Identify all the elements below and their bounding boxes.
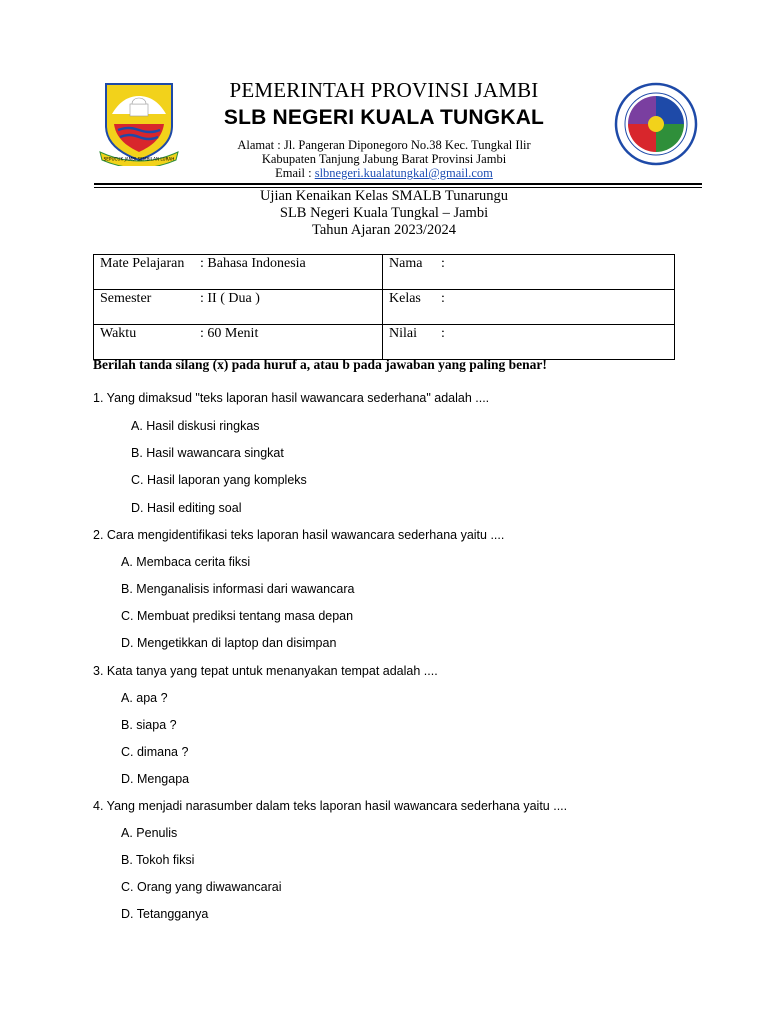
option-3b[interactable]: B. siapa ? — [121, 718, 177, 732]
instruction-text: Berilah tanda silang (x) pada huruf a, atau b pada jawaban yang paling benar! — [93, 357, 547, 372]
semester-cell — [94, 290, 383, 325]
option-3a[interactable]: A. apa ? — [121, 691, 168, 705]
option-3d[interactable]: D. Mengapa — [121, 772, 190, 786]
question-4: 4. Yang menjadi narasumber dalam teks laporan hasil wawancara sederhana yaitu .... — [93, 799, 568, 813]
name-label: Nama — [389, 256, 423, 271]
option-2a[interactable]: A. Membaca cerita fiksi — [121, 555, 251, 569]
semester-label: Semester — [100, 291, 152, 306]
school-name: SLB NEGERI KUALA TUNGKAL — [223, 106, 545, 129]
option-1b[interactable]: B. Hasil wawancara singkat — [131, 446, 284, 460]
name-colon: : — [441, 256, 445, 271]
class-colon: : — [441, 291, 445, 306]
option-2d[interactable]: D. Mengetikkan di laptop dan disimpan — [121, 636, 337, 650]
time-value: : 60 Menit — [200, 326, 259, 341]
score-cell[interactable] — [383, 325, 675, 360]
letterhead-divider — [94, 183, 702, 185]
email-label: Email : — [275, 166, 315, 180]
class-cell[interactable] — [383, 290, 675, 325]
student-info-table — [93, 254, 675, 360]
score-colon: : — [441, 326, 445, 341]
government-title: PEMERINTAH PROVINSI JAMBI — [229, 78, 539, 102]
subject-label: Mate Pelajaran — [100, 256, 185, 271]
time-label: Waktu — [100, 326, 137, 341]
option-2c[interactable]: C. Membuat prediksi tentang masa depan — [121, 609, 354, 623]
question-3: 3. Kata tanya yang tepat untuk menanyakan tempat adalah .... — [93, 664, 438, 678]
option-4d[interactable]: D. Tetangganya — [121, 907, 209, 921]
semester-value: : II ( Dua ) — [200, 291, 260, 306]
option-1c[interactable]: C. Hasil laporan yang kompleks — [131, 473, 307, 487]
name-cell[interactable] — [383, 255, 675, 290]
table-row — [94, 255, 675, 290]
score-label: Nilai — [389, 326, 417, 341]
question-2: 2. Cara mengidentifikasi teks laporan hasil wawancara sederhana yaitu .... — [93, 528, 505, 542]
svg-text:SEPUCUK JAMBI SEMBILAN LURAH: SEPUCUK JAMBI SEMBILAN LURAH — [103, 156, 175, 162]
exam-title: Ujian Kenaikan Kelas SMALB Tunarungu — [259, 188, 509, 204]
option-4b[interactable]: B. Tokoh fiksi — [121, 853, 195, 867]
class-label: Kelas — [389, 291, 421, 306]
subject-cell — [94, 255, 383, 290]
time-cell — [94, 325, 383, 360]
table-row — [94, 290, 675, 325]
option-4a[interactable]: A. Penulis — [121, 826, 178, 840]
option-3c[interactable]: C. dimana ? — [121, 745, 189, 759]
email-link[interactable]: slbnegeri.kualatungkal@gmail.com — [314, 166, 493, 180]
option-2b[interactable]: B. Menganalisis informasi dari wawancara — [121, 582, 355, 596]
table-row — [94, 325, 675, 360]
option-1a[interactable]: A. Hasil diskusi ringkas — [131, 419, 260, 433]
subject-value: : Bahasa Indonesia — [200, 256, 306, 271]
exam-school: SLB Negeri Kuala Tungkal – Jambi — [279, 205, 489, 221]
address-line-regency: Kabupaten Tanjung Jabung Barat Provinsi Jambi — [261, 152, 507, 166]
address-line: Alamat : Jl. Pangeran Diponegoro No.38 Kec. Tungkal Ilir — [237, 138, 531, 152]
question-1: 1. Yang dimaksud "teks laporan hasil wawancara sederhana" adalah .... — [93, 391, 490, 405]
email-line — [0, 166, 768, 181]
option-1d[interactable]: D. Hasil editing soal — [131, 501, 242, 515]
exam-year: Tahun Ajaran 2023/2024 — [312, 222, 456, 238]
option-4c[interactable]: C. Orang yang diwawancarai — [121, 880, 282, 894]
